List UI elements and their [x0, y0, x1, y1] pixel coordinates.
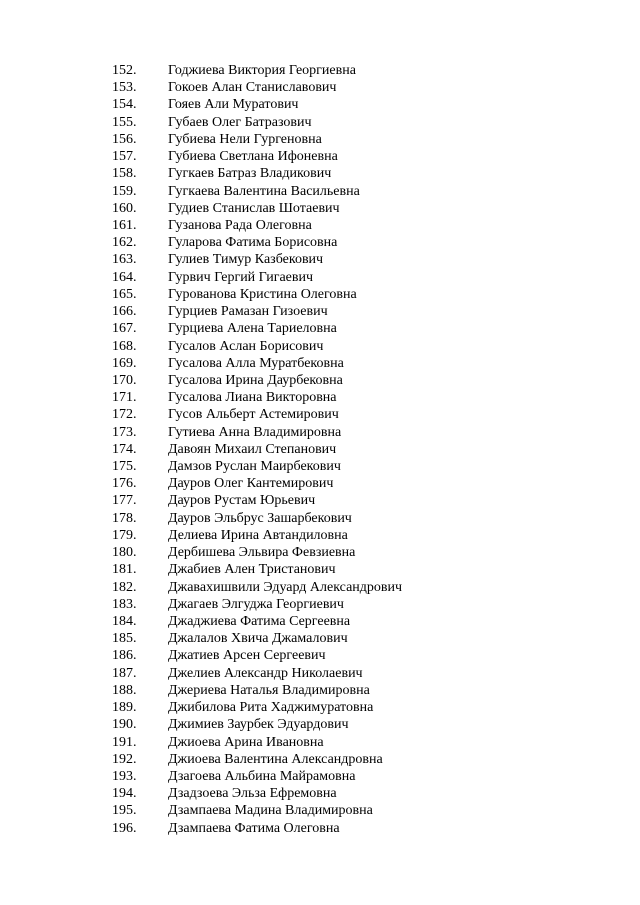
list-item	[112, 200, 402, 217]
entry-number: 182.	[112, 579, 137, 595]
entry-full-name: Гусалов Аслан Борисович	[168, 338, 324, 354]
entry-number: 189.	[112, 700, 137, 716]
entry-number: 174.	[112, 441, 137, 457]
entry-full-name: Дзампаева Фатима Олеговна	[168, 820, 340, 836]
list-item	[112, 751, 402, 768]
list-item	[112, 768, 402, 785]
entry-full-name: Джавахишвили Эдуард Александрович	[168, 579, 403, 595]
list-item	[112, 527, 402, 544]
entry-full-name: Гутиева Анна Владимировна	[168, 424, 342, 440]
entry-full-name: Дауров Олег Кантемирович	[168, 476, 334, 492]
list-item	[112, 338, 402, 355]
list-item	[112, 165, 402, 182]
entry-number: 157.	[112, 149, 137, 165]
list-item	[112, 510, 402, 527]
list-item	[112, 62, 402, 79]
entry-full-name: Дзагоева Альбина Майрамовна	[168, 768, 356, 784]
entry-full-name: Дзадзоева Эльза Ефремовна	[168, 786, 337, 802]
entry-number: 181.	[112, 562, 137, 578]
entry-full-name: Джимиев Заурбек Эдуардович	[168, 717, 349, 733]
entry-full-name: Гояев Али Муратович	[168, 97, 299, 113]
entry-full-name: Джиоева Арина Ивановна	[168, 734, 324, 750]
entry-number: 180.	[112, 545, 137, 561]
entry-number: 173.	[112, 424, 137, 440]
entry-full-name: Джатиев Арсен Сергеевич	[168, 648, 326, 664]
entry-number: 184.	[112, 614, 137, 629]
entry-full-name: Дербишева Эльвира Февзиевна	[168, 545, 356, 561]
list-item	[112, 217, 402, 234]
entry-full-name: Гузанова Рада Олеговна	[168, 217, 312, 233]
list-item	[112, 561, 402, 578]
entry-full-name: Джериева Наталья Владимировна	[168, 682, 370, 698]
list-item	[112, 647, 402, 664]
entry-number: 168.	[112, 338, 137, 354]
list-item	[112, 320, 402, 337]
entry-number: 195.	[112, 803, 137, 819]
entry-full-name: Гурциев Рамазан Гизоевич	[168, 304, 328, 320]
entry-full-name: Гусалова Алла Муратбековна	[168, 355, 344, 371]
list-item	[112, 699, 402, 716]
list-item	[112, 303, 402, 320]
entry-full-name: Джабиев Ален Тристанович	[168, 562, 336, 578]
entry-full-name: Дзампаева Мадина Владимировна	[168, 803, 373, 819]
entry-full-name: Джиоева Валентина Александровна	[168, 751, 383, 767]
entry-number: 185.	[112, 631, 137, 647]
entry-full-name: Джелиев Александр Николаевич	[168, 665, 363, 681]
entry-number: 170.	[112, 372, 137, 388]
list-item	[112, 544, 402, 561]
list-item	[112, 355, 402, 372]
list-item	[112, 579, 402, 596]
entry-number: 176.	[112, 476, 137, 492]
entry-number: 165.	[112, 286, 137, 302]
list-item	[112, 475, 402, 492]
entry-full-name: Гусалова Ирина Даурбековна	[168, 372, 343, 388]
list-item	[112, 372, 402, 389]
list-item	[112, 458, 402, 475]
entry-number: 162.	[112, 235, 137, 251]
entry-number: 178.	[112, 510, 137, 526]
list-item	[112, 665, 402, 682]
list-item	[112, 424, 402, 441]
list-item	[112, 785, 402, 802]
list-item	[112, 114, 402, 131]
entry-full-name: Гурциева Алена Тариеловна	[168, 321, 337, 337]
list-item	[112, 79, 402, 96]
entry-full-name: Делиева Ирина Автандиловна	[168, 527, 348, 543]
list-item	[112, 406, 402, 423]
list-item	[112, 682, 402, 699]
entry-number: 179.	[112, 527, 137, 543]
list-item	[112, 613, 402, 630]
entry-number: 156.	[112, 131, 137, 147]
entry-full-name: Гуларова Фатима Борисовна	[168, 235, 338, 251]
entry-number: 153.	[112, 80, 137, 96]
entry-full-name: Джаджиева Фатима Сергеевна	[168, 614, 351, 629]
list-item	[112, 183, 402, 200]
entry-number: 155.	[112, 114, 137, 130]
entry-number: 175.	[112, 459, 137, 475]
entry-full-name: Гурованова Кристина Олеговна	[168, 286, 357, 302]
entry-full-name: Гугкаева Валентина Васильевна	[168, 183, 360, 199]
entry-number: 154.	[112, 97, 137, 113]
entry-number: 161.	[112, 217, 137, 233]
entry-full-name: Гусов Альберт Астемирович	[168, 407, 339, 423]
entry-full-name: Джибилова Рита Хаджимуратовна	[168, 700, 374, 716]
list-item	[112, 389, 402, 406]
entry-full-name: Губиева Нели Гургеновна	[168, 131, 322, 147]
entry-full-name: Гулиев Тимур Казбекович	[168, 252, 324, 268]
list-item	[112, 802, 402, 819]
entry-number: 160.	[112, 200, 137, 216]
entry-number: 158.	[112, 166, 137, 182]
list-item	[112, 820, 402, 837]
entry-full-name: Гокоев Алан Станиславович	[168, 80, 337, 96]
entry-full-name: Гугкаев Батраз Владикович	[168, 166, 332, 182]
entry-number: 164.	[112, 269, 137, 285]
entry-full-name: Давоян Михаил Степанович	[168, 441, 337, 457]
list-item	[112, 251, 402, 268]
entry-full-name: Дауров Эльбрус Зашарбекович	[168, 510, 352, 526]
list-item	[112, 596, 402, 613]
entry-number: 191.	[112, 734, 137, 750]
entry-number: 172.	[112, 407, 137, 423]
entry-number: 194.	[112, 786, 137, 802]
entry-full-name: Дауров Рустам Юрьевич	[168, 493, 316, 509]
name-list	[112, 62, 402, 837]
entry-number: 183.	[112, 596, 137, 612]
entry-number: 152.	[112, 63, 137, 78]
list-item	[112, 131, 402, 148]
list-item	[112, 492, 402, 509]
entry-number: 193.	[112, 768, 137, 784]
entry-number: 188.	[112, 682, 137, 698]
list-item	[112, 234, 402, 251]
entry-number: 196.	[112, 820, 137, 836]
entry-full-name: Гусалова Лиана Викторовна	[168, 390, 337, 406]
entry-number: 177.	[112, 493, 137, 509]
list-item	[112, 148, 402, 165]
entry-number: 171.	[112, 390, 137, 406]
entry-full-name: Гурвич Гергий Гигаевич	[168, 269, 314, 285]
list-item	[112, 286, 402, 303]
entry-full-name: Губаев Олег Батразович	[168, 114, 312, 130]
entry-full-name: Губиева Светлана Ифоневна	[168, 149, 338, 165]
list-item	[112, 734, 402, 751]
list-item	[112, 630, 402, 647]
entry-number: 169.	[112, 355, 137, 371]
entry-number: 192.	[112, 751, 137, 767]
entry-full-name: Годжиева Виктория Георгиевна	[168, 63, 356, 78]
list-item	[112, 96, 402, 113]
entry-number: 163.	[112, 252, 137, 268]
list-item	[112, 716, 402, 733]
entry-number: 159.	[112, 183, 137, 199]
entry-full-name: Гудиев Станислав Шотаевич	[168, 200, 340, 216]
entry-number: 167.	[112, 321, 137, 337]
list-item	[112, 441, 402, 458]
entry-full-name: Джагаев Элгуджа Георгиевич	[168, 596, 344, 612]
entry-full-name: Дамзов Руслан Маирбекович	[168, 459, 341, 475]
list-item	[112, 269, 402, 286]
entry-number: 166.	[112, 304, 137, 320]
entry-number: 190.	[112, 717, 137, 733]
entry-number: 186.	[112, 648, 137, 664]
entry-full-name: Джалалов Хвича Джамалович	[168, 631, 348, 647]
entry-number: 187.	[112, 665, 137, 681]
